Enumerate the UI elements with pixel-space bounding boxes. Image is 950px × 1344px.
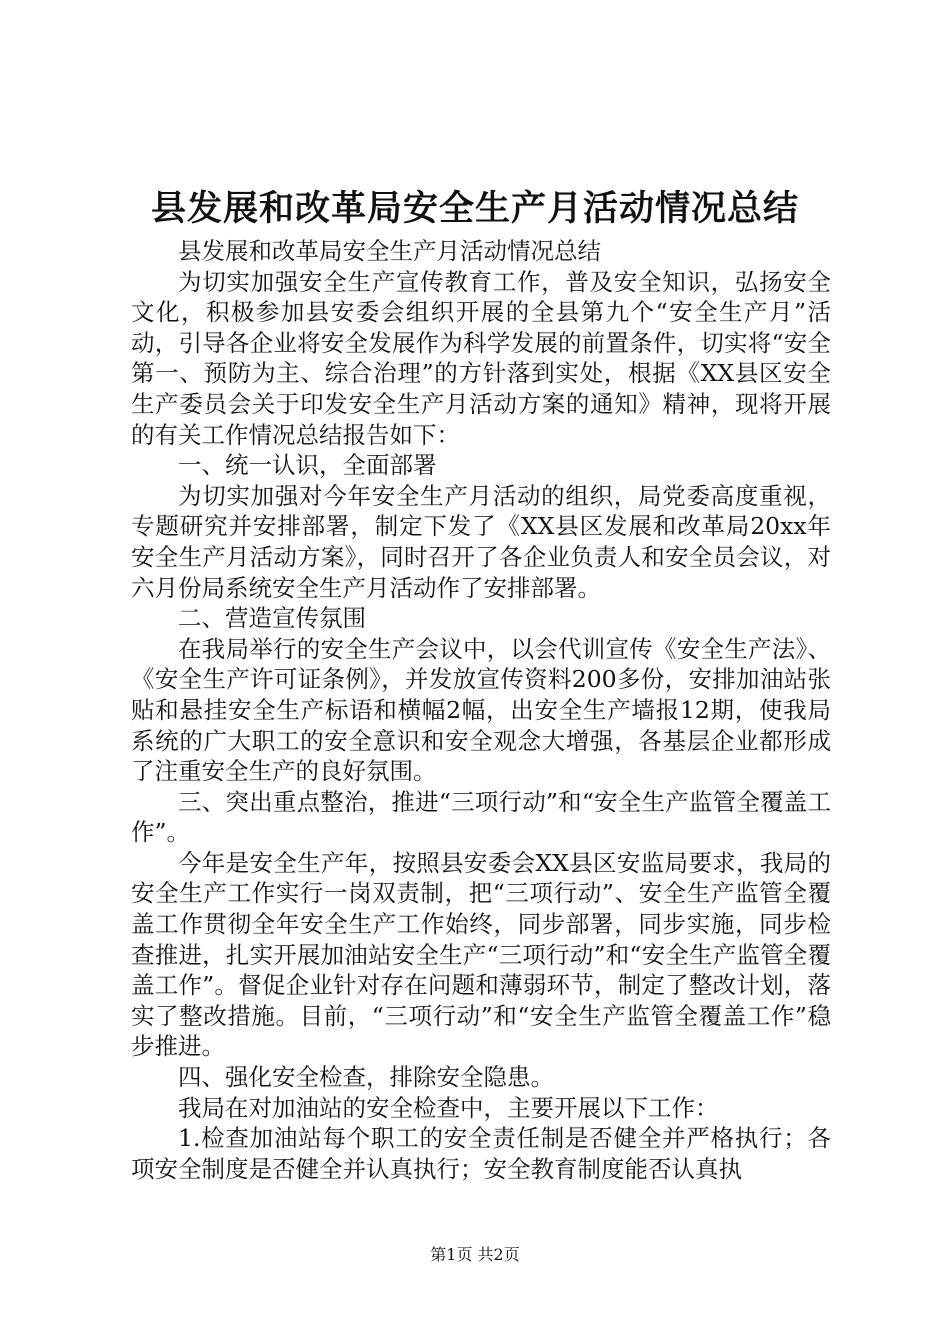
section-heading-4: 四、强化安全检查，排除安全隐患。: [178, 1063, 554, 1092]
subtitle-paragraph: 县发展和改革局安全生产月活动情况总结: [178, 237, 601, 265]
section-2-paragraph: 在我局举行的安全生产会议中，以会代训宣传《安全生产法》、《安全生产许可证条例》，并发放宣传资料200多份，安排加油站张贴和悬挂安全生产标语和横幅2幅，出安全生产墙报12期，使我局系统的广大职工的安全意识和安全观念大增强，各基层企业都形成了注重安全生产的良好氛围。: [131, 634, 831, 786]
page-footer: 第1页 共2页: [430, 1245, 520, 1264]
section-heading-1: 一、统一认识，全面部署: [178, 451, 437, 480]
section-1-paragraph: 为切实加强对今年安全生产月活动的组织，局党委高度重视，专题研究并安排部署，制定下发了《XX县区发展和改革局20xx年安全生产月活动方案》，同时召开了各企业负责人和安全员会议，对六月份局系统安全生产月活动作了安排部署。: [131, 481, 831, 602]
section-3-paragraph: 今年是安全生产年，按照县安委会XX县区安监局要求，我局的安全生产工作实行一岗双责制，把“三项行动”、安全生产监管全覆盖工作贯彻全年安全生产工作始终，同步部署，同步实施，同步检查推进，扎实开展加油站安全生产“三项行动”和“安全生产监管全覆盖工作”。督促企业针对存在问题和薄弱环节，制定了整改计划，落实了整改措施。目前，“三项行动”和“安全生产监管全覆盖工作”稳步推进。: [131, 848, 831, 1061]
document-body: [131, 236, 831, 1184]
document-title: 县发展和改革局安全生产月活动情况总结: [150, 188, 799, 229]
section-4-item-1: 1.检查加油站每个职工的安全责任制是否健全并严格执行；各项安全制度是否健全并认真执行；安全教育制度能否认真执: [131, 1124, 831, 1183]
intro-paragraph: 为切实加强安全生产宣传教育工作，普及安全知识，弘扬安全文化，积极参加县安委会组织开展的全县第九个“安全生产月”活动，引导各企业将安全发展作为科学发展的前置条件，切实将“安全第一、预防为主、综合治理”的方针落到实处，根据《XX县区安全生产委员会关于印发安全生产月活动方案的通知》精神，现将开展的有关工作情况总结报告如下：: [131, 267, 831, 449]
section-heading-2: 二、营造宣传氛围: [178, 604, 366, 633]
section-4-paragraph: 我局在对加油站的安全检查中，主要开展以下工作：: [178, 1093, 719, 1122]
section-heading-3: 三、突出重点整治，推进“三项行动”和“安全生产监管全覆盖工作”。: [131, 787, 831, 847]
